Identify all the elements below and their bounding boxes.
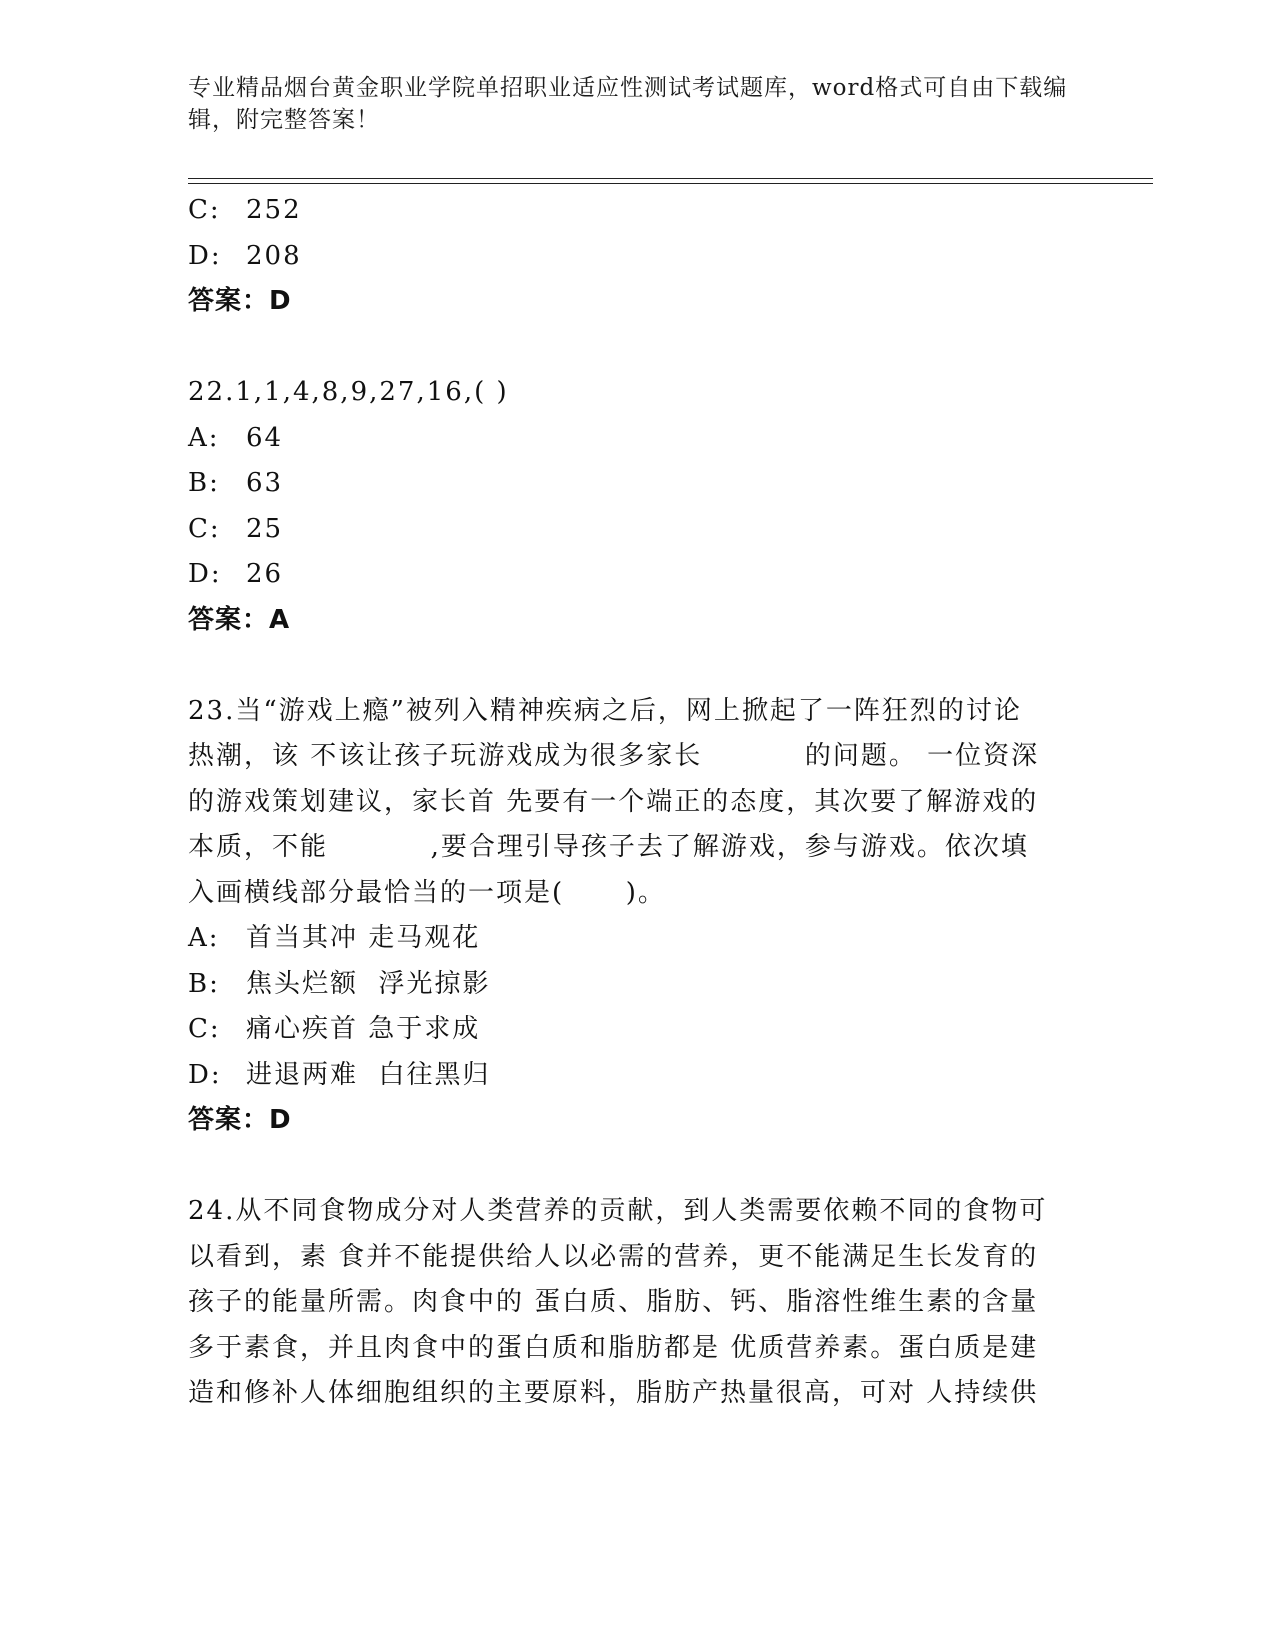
page-header: 专业精品烟台黄金职业学院单招职业适应性测试考试题库，word格式可自由下载编辑，附完整答案！ <box>188 75 1068 133</box>
option-row <box>188 461 1068 507</box>
spacer <box>188 643 1068 689</box>
question-stem-line: 热潮，该 不该让孩子玩游戏成为很多家长 的问题。 一位资深 <box>188 741 1040 771</box>
header-rule-bottom <box>188 183 1153 184</box>
question-content <box>188 188 1068 1417</box>
option-row <box>188 962 1068 1008</box>
question-stem-line: 本质，不能 ,要合理引导孩子去了解游戏，参与游戏。依次填 <box>188 832 1029 862</box>
answer-line: 答案：D <box>188 286 292 316</box>
question-stem-line: 多于素食，并且肉食中的蛋白质和脂肪都是 优质营养素。蛋白质是建 <box>188 1332 1039 1363</box>
option-letter: D: <box>188 1059 222 1090</box>
question-stem-line: 孩子的能量所需。肉食中的 蛋白质、脂肪、钙、脂溶性维生素的含量 <box>188 1287 1039 1317</box>
spacer <box>188 325 1068 371</box>
option-letter: C: <box>188 1014 221 1044</box>
option-text: 痛心疾首 急于求成 <box>246 1014 481 1044</box>
option-letter: C: <box>188 195 221 225</box>
option-text: 252 <box>246 195 302 225</box>
option-row <box>188 1007 1068 1053</box>
option-text: 63 <box>246 468 284 498</box>
option-letter: A: <box>188 422 220 453</box>
answer-line: 答案：D <box>188 1105 292 1135</box>
option-row <box>188 916 1068 962</box>
option-letter: D: <box>188 559 222 589</box>
option-text: 64 <box>246 422 284 453</box>
question-stem-line: 入画横线部分最恰当的一项是( )。 <box>188 877 666 908</box>
option-letter: D: <box>188 240 222 271</box>
option-row <box>188 552 1068 598</box>
question-stem-line: 造和修补人体细胞组织的主要原料，脂肪产热量很高，可对 人持续供 <box>188 1378 1039 1408</box>
spacer <box>188 1144 1068 1190</box>
option-text: 焦头烂额 浮光掠影 <box>246 968 491 999</box>
option-row <box>188 188 1068 234</box>
option-text: 首当其冲 走马观花 <box>246 923 481 953</box>
question-stem-line: 的游戏策划建议，家长首 先要有一个端正的态度，其次要了解游戏的 <box>188 786 1039 817</box>
option-letter: C: <box>188 513 221 544</box>
option-row <box>188 416 1068 462</box>
question-stem-line: 24.从不同食物成分对人类营养的贡献，到人类需要依赖不同的食物可 <box>188 1196 1048 1226</box>
option-row <box>188 234 1068 280</box>
option-letter: B: <box>188 968 220 999</box>
option-text: 25 <box>246 513 284 544</box>
question-stem-line: 以看到，素 食并不能提供给人以必需的营养，更不能满足生长发育的 <box>188 1241 1039 1272</box>
option-row <box>188 1053 1068 1099</box>
question-stem: 22.1,1,4,8,9,27,16,( ) <box>188 377 509 407</box>
question-stem-line: 23.当“游戏上瘾”被列入精神疾病之后，网上掀起了一阵狂烈的讨论 <box>188 695 1022 726</box>
option-text: 208 <box>246 240 302 271</box>
option-text: 进退两难 白往黑归 <box>246 1059 491 1090</box>
option-text: 26 <box>246 559 284 589</box>
option-letter: A: <box>188 923 220 953</box>
option-letter: B: <box>188 468 220 498</box>
answer-line: 答案：A <box>188 604 291 635</box>
header-rule-top <box>188 178 1153 179</box>
option-row <box>188 507 1068 553</box>
